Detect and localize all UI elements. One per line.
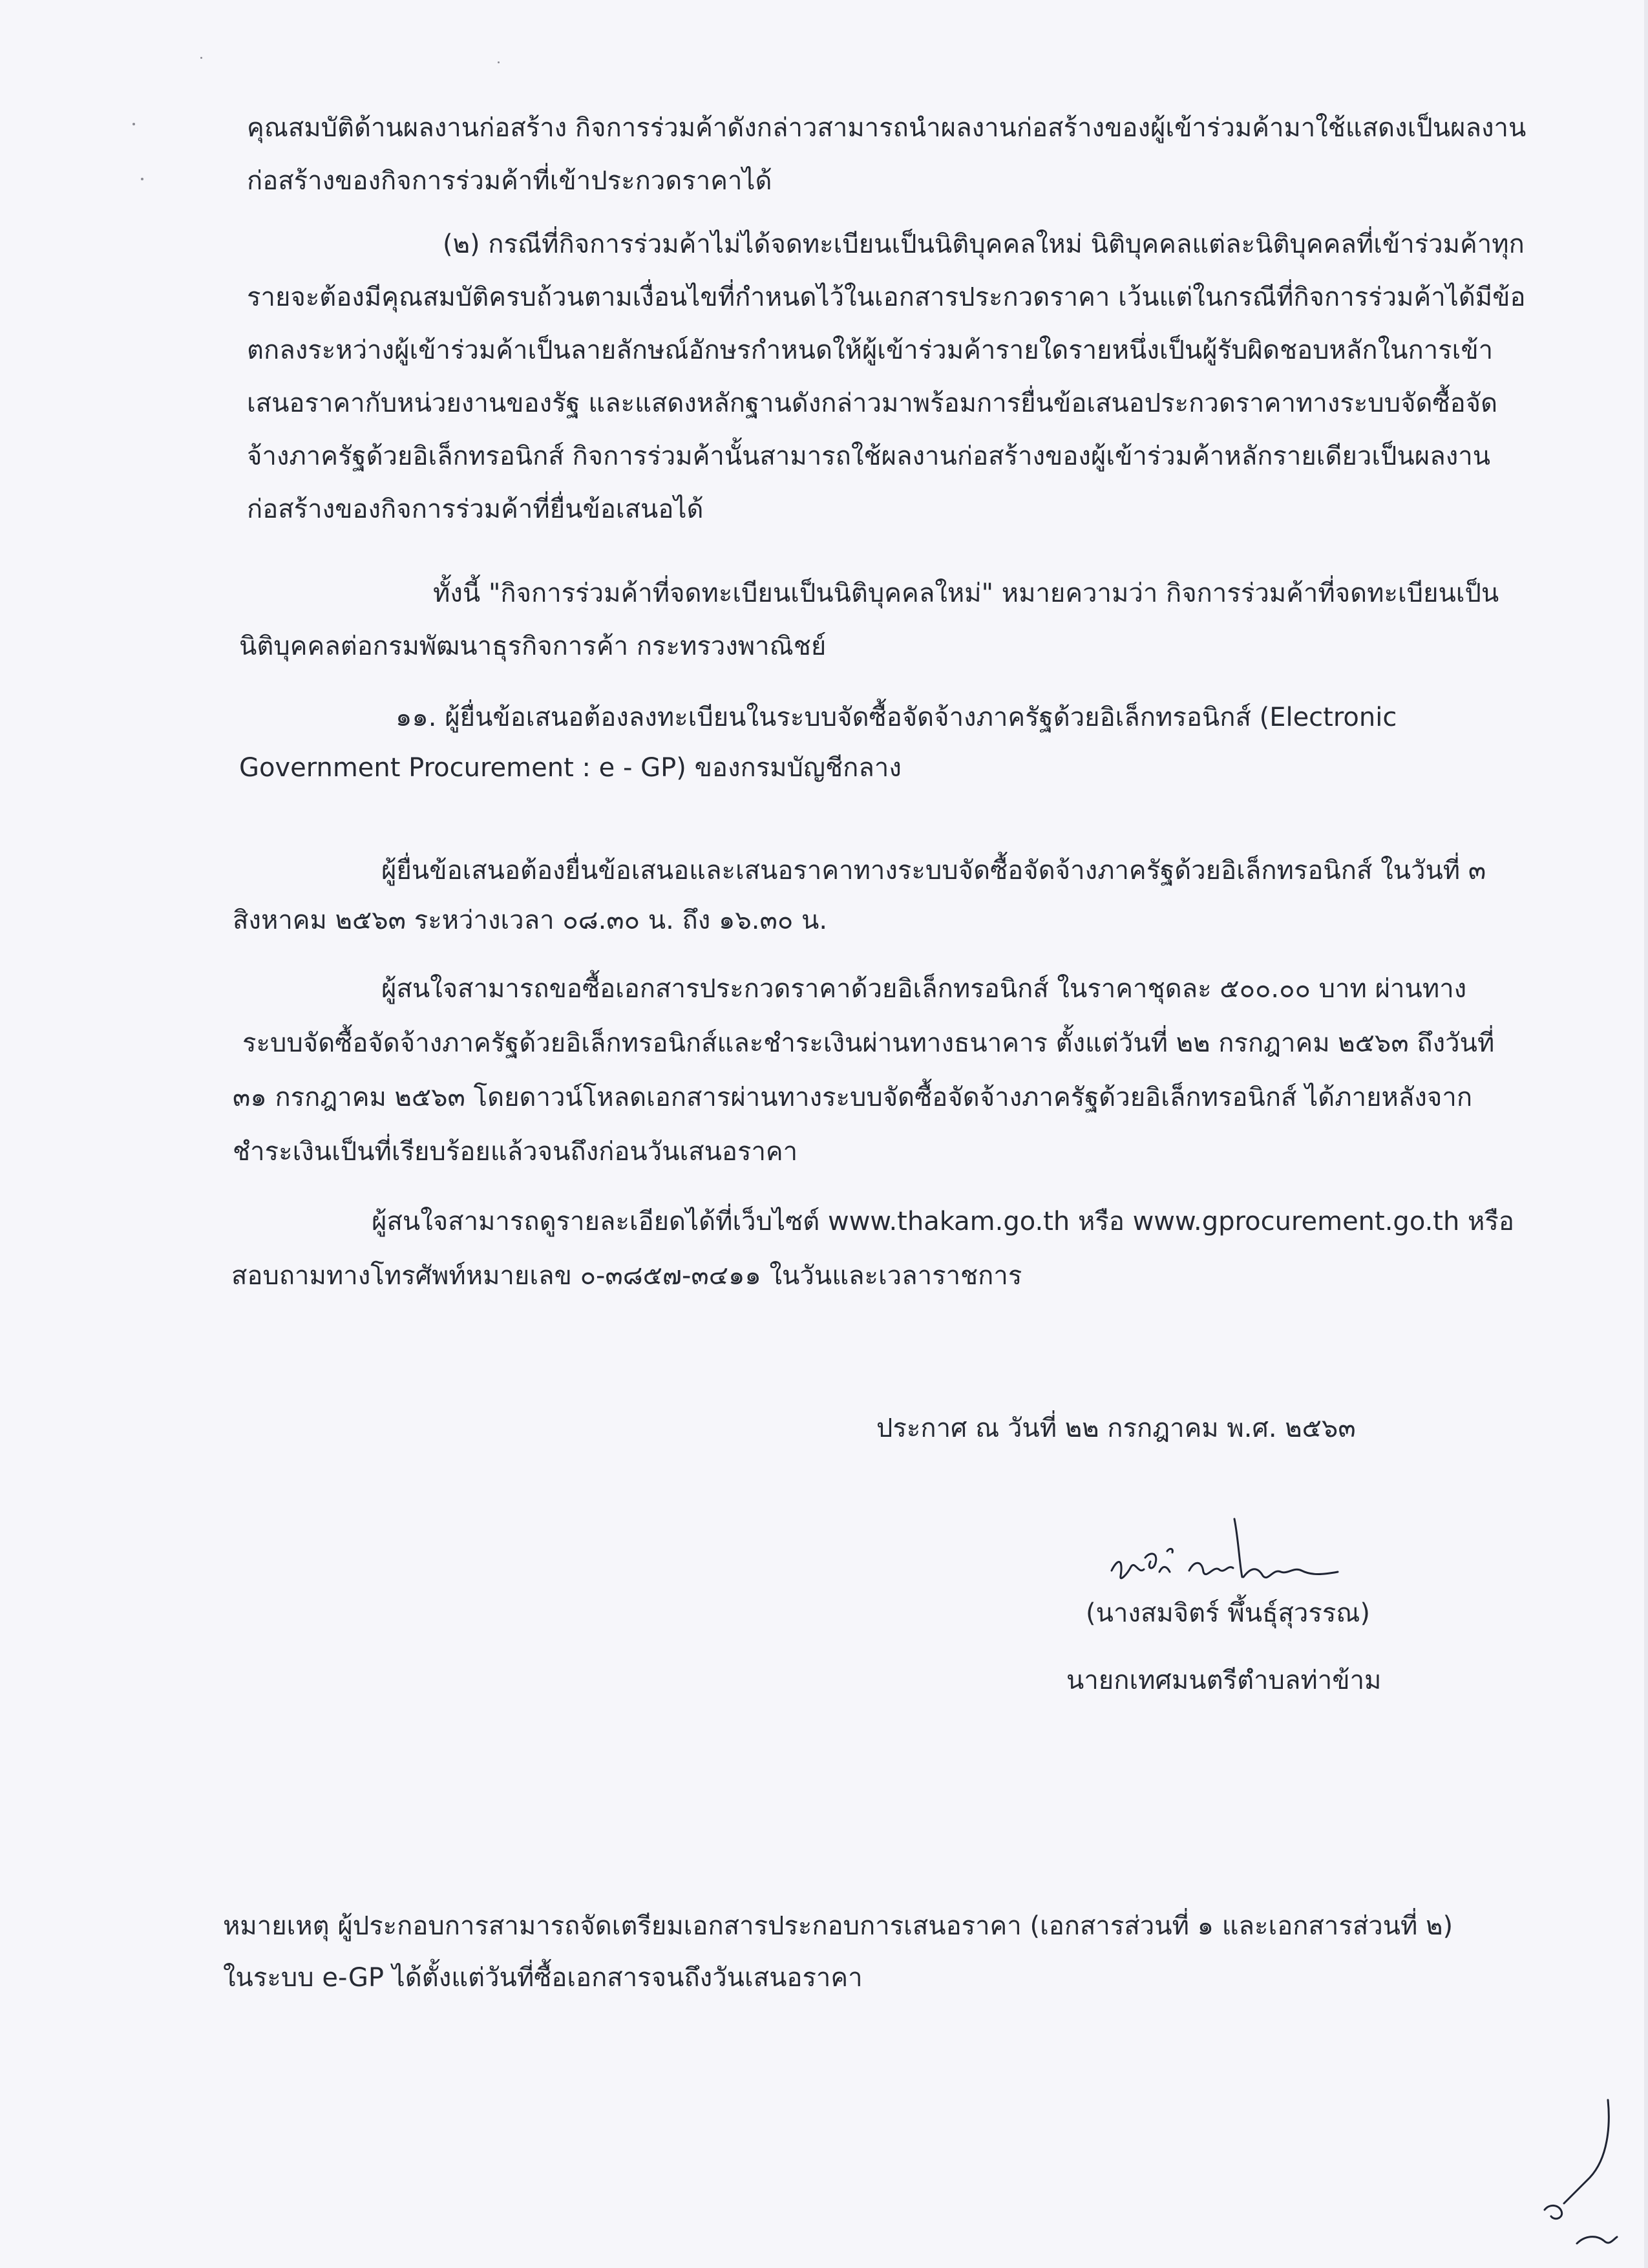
scan-speck — [141, 178, 143, 180]
note-line: ในระบบ e-GP ได้ตั้งแต่วันที่ซื้อเอกสารจนถึงวันเสนอราคา — [223, 1963, 863, 1993]
paragraph-line: Government Procurement : e - GP) ของกรมบัญชีกลาง — [239, 753, 902, 783]
paragraph-line: รายจะต้องมีคุณสมบัติครบถ้วนตามเงื่อนไขที่กำหนดไว้ในเอกสารประกวดราคา เว้นแต่ในกรณีที่กิจการร่วมค้าได้มีข้อ — [247, 282, 1526, 312]
paragraph-line: สิงหาคม ๒๕๖๓ ระหว่างเวลา ๐๘.๓๐ น. ถึง ๑๖.๓๐ น. — [233, 906, 828, 935]
signer-name: (นางสมจิตร์ พึ้นธุ์สุวรรณ) — [1086, 1598, 1371, 1628]
paragraph-line: ก่อสร้างของกิจการร่วมค้าที่เข้าประกวดราคาได้ — [247, 166, 772, 196]
paragraph-line: สอบถามทางโทรศัพท์หมายเลข ๐-๓๘๕๗-๓๔๑๑ ในวันและเวลาราชการ — [231, 1261, 1022, 1291]
paragraph-line: ผู้ยื่นข้อเสนอต้องยื่นข้อเสนอและเสนอราคาทางระบบจัดซื้อจัดจ้างภาครัฐด้วยอิเล็กทรอนิกส์ ในวันที่ ๓ — [381, 856, 1486, 885]
paragraph-line: ทั้งนี้ "กิจการร่วมค้าที่จดทะเบียนเป็นนิติบุคคลใหม่" หมายความว่า กิจการร่วมค้าที่จดทะเบียนเป็น — [433, 578, 1499, 608]
paragraph-line: ตกลงระหว่างผู้เข้าร่วมค้าเป็นลายลักษณ์อักษรกำหนดให้ผู้เข้าร่วมค้ารายใดรายหนึ่งเป็นผู้รับผิดชอบหลักในการเข้า — [247, 335, 1494, 365]
paragraph-line: ๑๑. ผู้ยื่นข้อเสนอต้องลงทะเบียนในระบบจัดซื้อจัดจ้างภาครัฐด้วยอิเล็กทรอนิกส์ (Electronic — [396, 703, 1397, 732]
signer-title: นายกเทศมนตรีตำบลท่าข้าม — [1066, 1666, 1382, 1695]
scan-edge — [1644, 0, 1648, 2268]
scan-speck — [200, 57, 202, 59]
paragraph-line: ชำระเงินเป็นที่เรียบร้อยแล้วจนถึงก่อนวันเสนอราคา — [233, 1137, 798, 1167]
scan-speck — [132, 123, 135, 125]
paragraph-line: ผู้สนใจสามารถขอซื้อเอกสารประกวดราคาด้วยอิเล็กทรอนิกส์ ในราคาชุดละ ๕๐๐.๐๐ บาท ผ่านทาง — [381, 974, 1467, 1004]
announcement-date: ประกาศ ณ วันที่ ๒๒ กรกฎาคม พ.ศ. ๒๕๖๓ — [876, 1414, 1356, 1443]
paragraph-line: ผู้สนใจสามารถดูรายละเอียดได้ที่เว็บไซต์ www.thakam.go.th หรือ www.gprocurement.go.th หรือ — [372, 1207, 1514, 1236]
paragraph-line: เสนอราคากับหน่วยงานของรัฐ และแสดงหลักฐานดังกล่าวมาพร้อมการยื่นข้อเสนอประกวดราคาทางระบบจัดซื้อจัด — [247, 388, 1498, 418]
paragraph-line: ระบบจัดซื้อจัดจ้างภาครัฐด้วยอิเล็กทรอนิกส์และชำระเงินผ่านทางธนาคาร ตั้งแต่วันที่ ๒๒ กรกฎาคม ๒๕๖๓ ถึงวันที่ — [242, 1028, 1495, 1058]
paragraph-line: ก่อสร้างของกิจการร่วมค้าที่ยื่นข้อเสนอได้ — [247, 494, 704, 524]
paragraph-line: จ้างภาครัฐด้วยอิเล็กทรอนิกส์ กิจการร่วมค้านั้นสามารถใช้ผลงานก่อสร้างของผู้เข้าร่วมค้าหลักรายเดียวเป็นผลงาน — [247, 441, 1491, 471]
note-line: หมายเหตุ ผู้ประกอบการสามารถจัดเตรียมเอกสารประกอบการเสนอราคา (เอกสารส่วนที่ ๑ และเอกสารส่วนที่ ๒) — [223, 1911, 1453, 1941]
paragraph-line: (๒) กรณีที่กิจการร่วมค้าไม่ได้จดทะเบียนเป็นนิติบุคคลใหม่ นิติบุคคลแต่ละนิติบุคคลที่เข้าร่วมค้าทุก — [443, 229, 1525, 259]
paragraph-line: คุณสมบัติด้านผลงานก่อสร้าง กิจการร่วมค้าดังกล่าวสามารถนำผลงานก่อสร้างของผู้เข้าร่วมค้ามาใช้แสดงเป็นผลงาน — [247, 113, 1527, 143]
paragraph-line: นิติบุคคลต่อกรมพัฒนาธุรกิจการค้า กระทรวงพาณิชย์ — [239, 631, 827, 661]
paragraph-line: ๓๑ กรกฎาคม ๒๕๖๓ โดยดาวน์โหลดเอกสารผ่านทางระบบจัดซื้อจัดจ้างภาครัฐด้วยอิเล็กทรอนิกส์ ได้ภายหลังจาก — [233, 1083, 1473, 1112]
margin-handwriting-mark — [1499, 2093, 1622, 2255]
scan-speck — [498, 61, 500, 63]
